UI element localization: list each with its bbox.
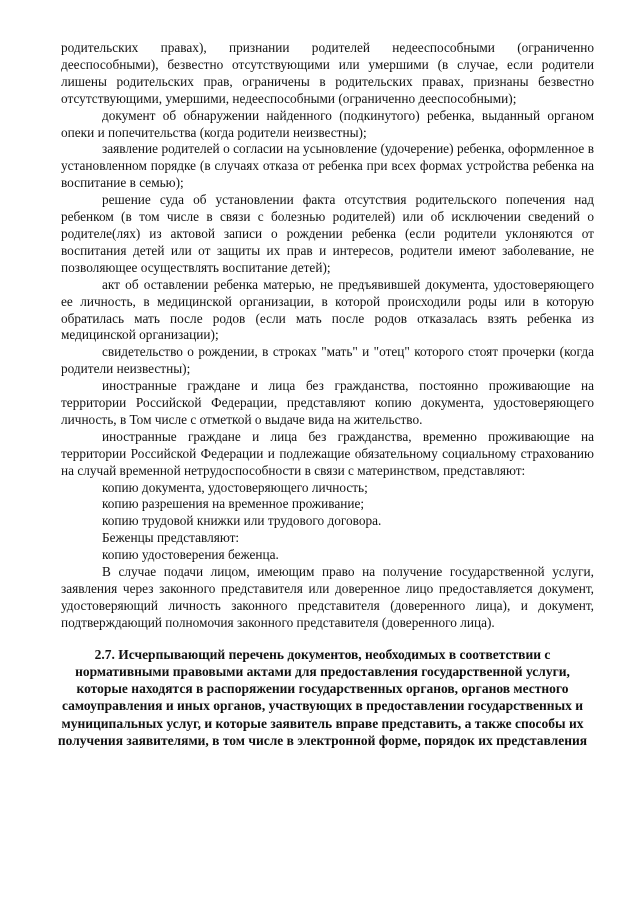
paragraph-parental-rights: родительских правах), признании родителей недееспособными (ограниченно дееспособными), безвестно отсутствующими или умершими (в случае, если родители лишены родительских прав, ограничены в родительских правах, признаны безвестно отсутствующими, умершими, недееспособными (ограниченно дееспособными); bbox=[61, 40, 594, 106]
body-text bbox=[61, 40, 594, 632]
list-item-refugee-certificate: копию удостоверения беженца. bbox=[102, 547, 279, 563]
paragraph-abandonment-act: акт об оставлении ребенка матерью, не предъявившей документа, удостоверяющего ее личность, в медицинской организации, в которой происходили роды или в которую обратилась мать после родов (если мать после родов отказалась взять ребенка из медицинской организации); bbox=[61, 276, 594, 343]
paragraph-representative: В случае подачи лицом, имеющим право на получение государственной услуги, заявления через законного представителя или доверенное лицо предоставляется документ, удостоверяющий личность законного представителя (доверенного лица), и документ, подтверждающий полномочия законного представителя (доверенного лица). bbox=[61, 564, 594, 630]
paragraph-found-child-document: документ об обнаружении найденного (подкинутого) ребенка, выданный органом опеки и попечительства (когда родители неизвестны); bbox=[61, 107, 594, 140]
paragraph-temporary-residents: иностранные граждане и лица без гражданства, временно проживающие на территории Российской Федерации и подлежащие обязательному социальному страхованию на случай временной нетрудоспособности в связи с материнством, представляют: bbox=[61, 428, 594, 478]
list-item-employment-record: копию трудовой книжки или трудового договора. bbox=[102, 513, 382, 529]
paragraph-permanent-residents: иностранные граждане и лица без гражданства, постоянно проживающие на территории Российской Федерации, представляют копию документа, удостоверяющего личность, в Том числе с отметкой о выдаче вида на жительство. bbox=[61, 378, 594, 427]
section-heading-2-7: 2.7. Исчерпывающий перечень документов, необходимых в соответствии с нормативными правовыми актами для предоставления государственной услуги, которые находятся в распоряжении государственных органов, органов местного самоуправления и иных органов, участвующих в предоставлении государственных и муниципальных услуг, и которые заявитель вправе представить, а также способы их получения заявителями, в том числе в электронной форме, порядок их представления bbox=[57, 646, 588, 748]
paragraph-birth-certificate: свидетельство о рождении, в строках "мать" и "отец" которого стоят прочерки (когда родители неизвестны); bbox=[61, 344, 594, 377]
list-item-temporary-residence-permit: копию разрешения на временное проживание; bbox=[102, 496, 365, 512]
paragraph-refugees: Беженцы представляют: bbox=[102, 530, 240, 546]
paragraph-court-decision: решение суда об установлении факта отсутствия родительского попечения над ребенком (в том числе в связи с болезнью родителей) или об исключении сведений о родителе(лях) из актовой записи о рождении ребенка (если родители уклоняются от воспитания детей или от защиты их прав и интересов, родители имеют заболевание, не позволяющее осуществлять воспитание детей); bbox=[61, 192, 594, 275]
list-item-identity-document: копию документа, удостоверяющего личность; bbox=[102, 479, 368, 495]
paragraph-adoption-consent: заявление родителей о согласии на усыновление (удочерение) ребенка, оформленное в установленном порядке (в случаях отказа от ребенка при всех формах устройства ребенка на воспитание в семью); bbox=[61, 141, 594, 191]
